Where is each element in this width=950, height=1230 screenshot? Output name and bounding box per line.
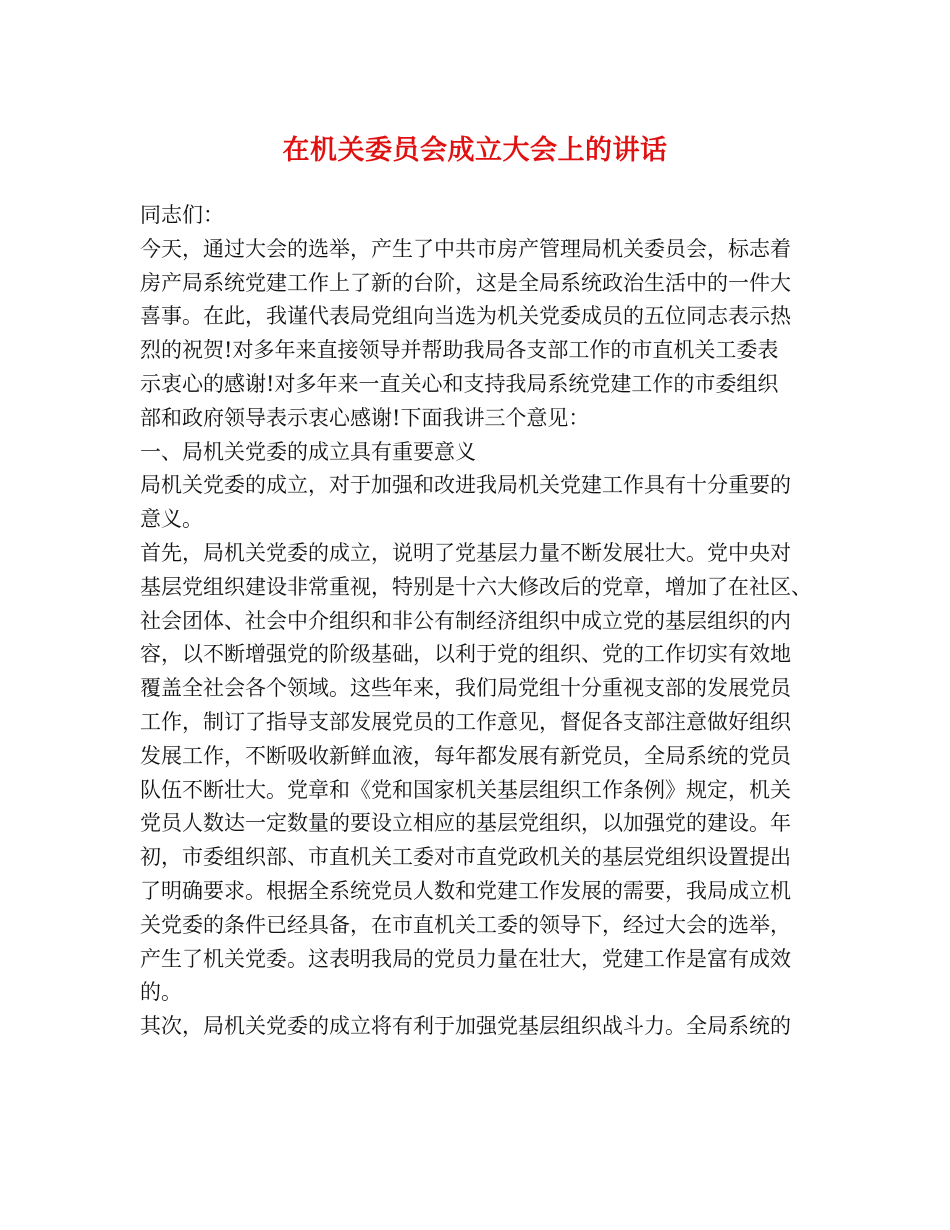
body-line: 队伍不断壮大。党章和《党和国家机关基层组织工作条例》规定，机关 bbox=[140, 777, 791, 802]
body-line: 部和政府领导表示衷心感谢!下面我讲三个意见： bbox=[140, 405, 590, 430]
body-line: 基层党组织建设非常重视，特别是十六大修改后的党章，增加了在社区、 bbox=[140, 574, 812, 599]
body-line: 首先，局机关党委的成立，说明了党基层力量不断发展壮大。党中央对 bbox=[140, 540, 791, 565]
body-line: 房产局系统党建工作上了新的台阶，这是全局系统政治生活中的一件大 bbox=[140, 270, 791, 295]
body-line: 意义。 bbox=[140, 507, 203, 532]
body-line: 喜事。在此，我谨代表局党组向当选为机关党委成员的五位同志表示热 bbox=[140, 304, 791, 329]
body-line: 社会团体、社会中介组织和非公有制经济组织中成立党的基层组织的内 bbox=[140, 608, 791, 633]
section-heading: 一、局机关党委的成立具有重要意义 bbox=[140, 439, 476, 464]
body-line: 的。 bbox=[140, 980, 182, 1005]
document-body bbox=[140, 199, 820, 1044]
body-line: 覆盖全社会各个领域。这些年来，我们局党组十分重视支部的发展党员 bbox=[140, 676, 791, 701]
body-line: 烈的祝贺!对多年来直接领导并帮助我局各支部工作的市直机关工委表 bbox=[140, 338, 779, 363]
body-line: 其次，局机关党委的成立将有利于加强党基层组织战斗力。全局系统的 bbox=[140, 1014, 791, 1039]
body-line: 党员人数达一定数量的要设立相应的基层党组织，以加强党的建设。年 bbox=[140, 811, 791, 836]
body-line: 初，市委组织部、市直机关工委对市直党政机关的基层党组织设置提出 bbox=[140, 845, 791, 870]
body-line: 容，以不断增强党的阶级基础，以利于党的组织、党的工作切实有效地 bbox=[140, 642, 791, 667]
body-line: 工作，制订了指导支部发展党员的工作意见，督促各支部注意做好组织 bbox=[140, 709, 791, 734]
body-line: 局机关党委的成立，对于加强和改进我局机关党建工作具有十分重要的 bbox=[140, 473, 791, 498]
body-line: 了明确要求。根据全系统党员人数和党建工作发展的需要，我局成立机 bbox=[140, 878, 791, 903]
body-line: 关党委的条件已经具备，在市直机关工委的领导下，经过大会的选举， bbox=[140, 912, 791, 937]
body-line: 示衷心的感谢!对多年来一直关心和支持我局系统党建工作的市委组织 bbox=[140, 371, 779, 396]
document-title: 在机关委员会成立大会上的讲话 bbox=[282, 135, 668, 166]
body-line: 发展工作，不断吸收新鲜血液，每年都发展有新党员，全局系统的党员 bbox=[140, 743, 791, 768]
body-line: 今天，通过大会的选举，产生了中共市房产管理局机关委员会，标志着 bbox=[140, 236, 791, 261]
body-line-greeting: 同志们： bbox=[140, 203, 224, 227]
body-line: 产生了机关党委。这表明我局的党员力量在壮大，党建工作是富有成效 bbox=[140, 946, 791, 971]
